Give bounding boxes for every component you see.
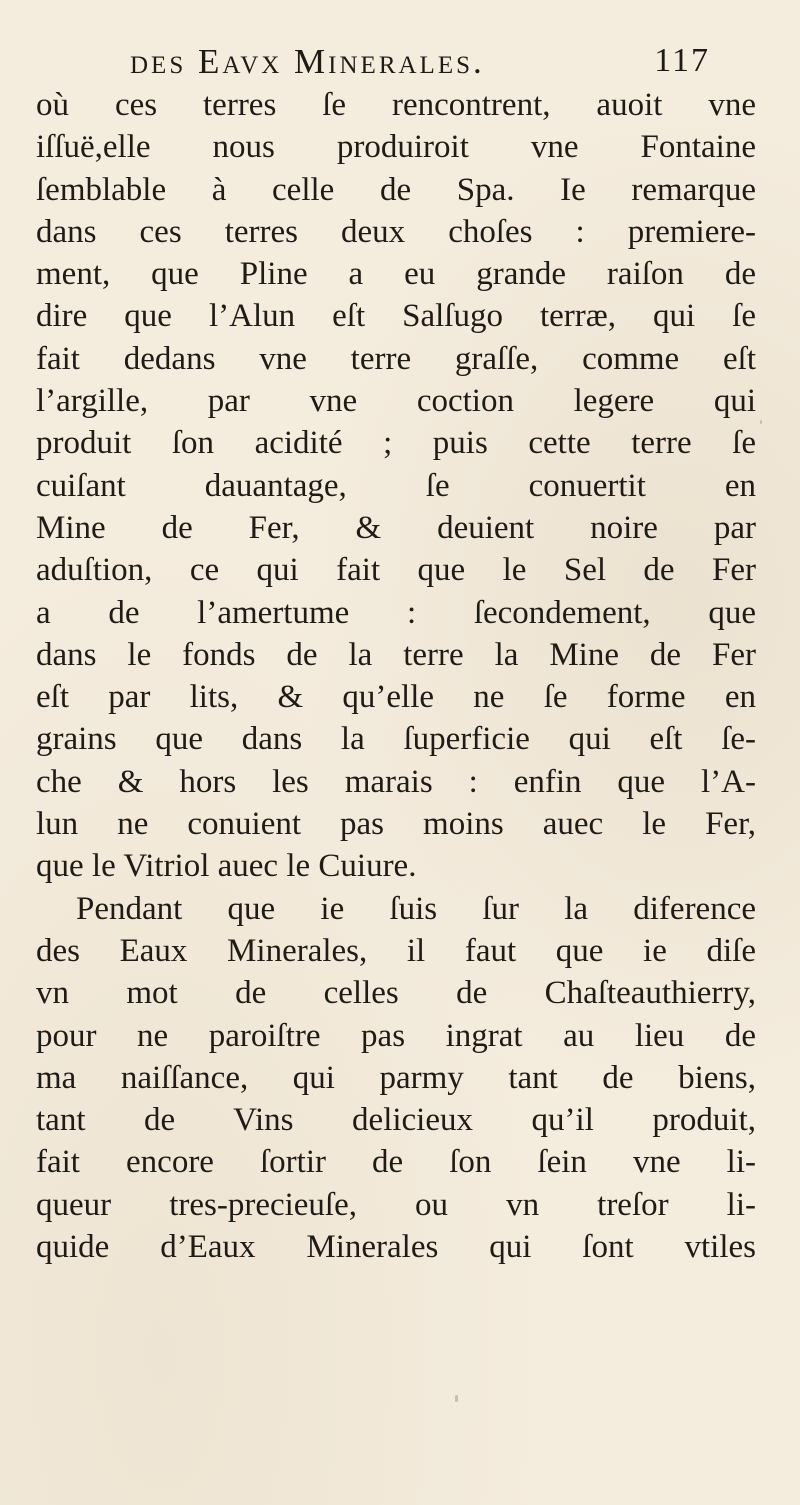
paragraph-2 bbox=[36, 888, 756, 1269]
text-line: fait dedans vne terre graſſe, comme eſt bbox=[36, 340, 756, 377]
text-line: dire que l’Alun eſt Salſugo terræ, qui ſe bbox=[36, 298, 756, 335]
text-line: ma naiſſance, qui parmy tant de biens, bbox=[36, 1059, 756, 1096]
text-line: ſemblable à celle de Spa. Ie remarque bbox=[36, 171, 756, 208]
text-line: Pendant que ie ſuis ſur la diference bbox=[76, 890, 756, 927]
text-line: produit ſon acidité ; puis cette terre ſe bbox=[36, 425, 756, 462]
text-line: aduſtion, ce qui fait que le Sel de Fer bbox=[36, 552, 756, 589]
text-line: que le Vitriol auec le Cuiure. bbox=[36, 848, 417, 885]
text-line: lun ne conuient pas moins auec le Fer, bbox=[36, 806, 756, 843]
text-line: eſt par lits, & qu’elle ne ſe forme en bbox=[36, 679, 756, 716]
text-line: iſſuë,elle nous produiroit vne Fontaine bbox=[36, 129, 756, 166]
text-line: Mine de Fer, & deuient noire par bbox=[36, 509, 756, 546]
body-text bbox=[36, 84, 756, 1268]
running-title: des Eavx Minerales. bbox=[130, 42, 485, 81]
text-line: a de l’amertume : ſecondement, que bbox=[36, 594, 756, 631]
text-line: grains que dans la ſuperficie qui eſt ſe- bbox=[36, 721, 756, 758]
text-line: quide d’Eaux Minerales qui ſont vtiles bbox=[36, 1229, 756, 1266]
text-line: des Eaux Minerales, il faut que ie diſe bbox=[36, 932, 756, 969]
text-line: dans ces terres deux choſes : premiere- bbox=[36, 213, 756, 250]
text-line: l’argille, par vne coction legere qui bbox=[36, 383, 756, 420]
text-line: pour ne paroiſtre pas ingrat au lieu de bbox=[36, 1017, 756, 1054]
text-line: dans le fonds de la terre la Mine de Fer bbox=[36, 636, 756, 673]
text-line: où ces terres ſe rencontrent, auoit vne bbox=[36, 87, 756, 123]
text-line: vn mot de celles de Chaſteauthierry, bbox=[36, 975, 756, 1012]
paragraph-1 bbox=[36, 84, 756, 888]
text-line: tant de Vins delicieux qu’il produit, bbox=[36, 1102, 756, 1139]
text-line: queur tres-precieuſe, ou vn treſor li- bbox=[36, 1186, 756, 1223]
text-line: che & hors les marais : enfin que l’A- bbox=[36, 763, 756, 800]
paper-speck bbox=[760, 420, 762, 424]
page-number: 117 bbox=[654, 42, 710, 79]
paper-speck bbox=[455, 1395, 458, 1402]
text-line: fait encore ſortir de ſon ſein vne li- bbox=[36, 1144, 756, 1181]
text-line: cuiſant dauantage, ſe conuertit en bbox=[36, 467, 756, 504]
text-line: ment, que Pline a eu grande raiſon de bbox=[36, 256, 756, 293]
